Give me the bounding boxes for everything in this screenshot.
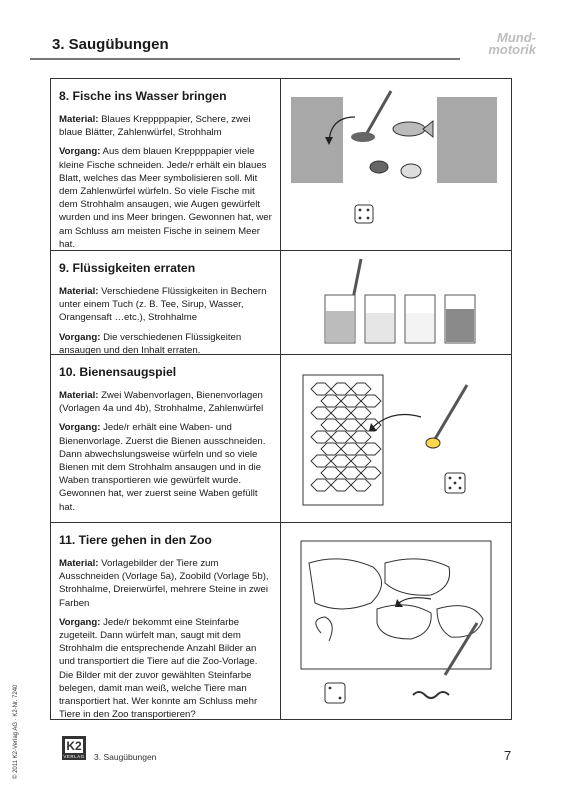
procedure-paragraph	[59, 421, 272, 513]
procedure-paragraph	[59, 331, 272, 357]
material-paragraph	[59, 285, 272, 325]
page-number: 7	[504, 748, 512, 763]
page-title: 3. Saugübungen	[52, 36, 169, 53]
material-text: Zwei Wabenvorlagen, Bienenvorlagen (Vorlagen 4a und 4b), Strohhalme, Zahlenwürfel	[59, 390, 264, 415]
procedure-label: Vorgang:	[59, 331, 101, 343]
brand-label	[466, 32, 536, 56]
material-text: Vorlagebilder der Tiere zum Ausschneiden (Vorlage 5a), Zoobild (Vorlage 5b), Strohhalme, Dreierwürfel, mehrere Steine in zwei Farben	[59, 558, 269, 609]
blue-sheet-right	[437, 97, 497, 183]
material-text: Blaues Kreppppapier, Schere, zwei blaue Blätter, Zahlenwürfel, Strohhalm	[59, 114, 251, 139]
publisher-logo	[62, 736, 86, 760]
page-header	[30, 32, 536, 62]
glass-3	[405, 295, 435, 343]
blue-sheet-left	[291, 97, 343, 183]
material-paragraph	[59, 389, 272, 415]
material-label: Material:	[59, 286, 99, 297]
exercise-text-cell	[51, 523, 281, 719]
zoo-illustration	[281, 523, 511, 719]
procedure-label: Vorgang:	[59, 616, 101, 628]
material-label: Material:	[59, 558, 99, 569]
exercise-text-cell	[51, 251, 281, 354]
material-paragraph	[59, 557, 272, 610]
glass-4	[445, 295, 475, 343]
exercise-row	[51, 79, 511, 251]
exercise-title: 9. Flüssigkeiten erraten	[59, 261, 196, 275]
honeycomb-illustration	[281, 355, 511, 522]
procedure-label: Vorgang:	[59, 146, 101, 158]
procedure-paragraph	[59, 145, 272, 251]
copyright-text: © 2011 K2-Verlag AG · K2-Nr. 7240	[13, 684, 19, 779]
exercise-title: 10. Bienensaugspiel	[59, 365, 177, 379]
procedure-text: Jede/r bekommt eine Steinfarbe zugeteilt. Dann würfelt man, saugt mit dem Strohhalm die entsprechende Anzahl Bilder an und transportiert die Tiere auf die Zoo-Vorlage. Die Bilder mit der zuvor gewählten Steinfarbe belegen, damit man weiß, welche Tiere man transportiert hat. Wer konnte am Schluss mehr Tiere in den Zoo transportieren?	[59, 616, 258, 721]
glass-2	[365, 295, 395, 343]
material-text: Verschiedene Flüssigkeiten in Bechern unter einem Tuch (z. B. Tee, Sirup, Wasser, Orangensaft …etc.), Strohhalme	[59, 286, 267, 324]
small-fish	[351, 132, 375, 142]
exercise-table	[50, 78, 512, 720]
exercise-text-cell	[51, 355, 281, 522]
exercise-text-cell	[51, 79, 281, 250]
material-label: Material:	[59, 114, 99, 125]
glasses-illustration	[281, 251, 511, 354]
small-fish-3	[401, 164, 421, 178]
small-fish-2	[370, 161, 388, 173]
dice-icon	[355, 205, 373, 223]
snake-icon	[413, 692, 449, 698]
fish-illustration	[281, 79, 511, 250]
glass-1	[325, 295, 355, 343]
straw	[435, 385, 467, 439]
large-fish	[393, 122, 425, 136]
dice-icon	[325, 683, 345, 703]
bee-icon	[426, 438, 440, 448]
procedure-paragraph	[59, 616, 272, 722]
procedure-label: Vorgang:	[59, 422, 101, 434]
material-paragraph	[59, 113, 272, 139]
exercise-row	[51, 251, 511, 355]
copyright-note	[6, 684, 20, 782]
material-label: Material:	[59, 390, 99, 401]
exercise-title: 8. Fische ins Wasser bringen	[59, 89, 227, 103]
exercise-row	[51, 523, 511, 719]
procedure-text: Die verschiedenen Flüssigkeiten ansaugen und den Inhalt erraten.	[59, 331, 242, 356]
straw	[367, 91, 391, 133]
header-rule	[30, 58, 460, 60]
procedure-text: Aus dem blauen Kreppppapier viele kleine Fische schneiden. Jede/r erhält ein blaues Blatt, welches das Meer symbolisieren soll. Mit dem Zahlenwürfel würfeln. So viele Fische mit dem Strohhalm ansaugen, wie Augen gewürfelt wurden und ins Meer bringen. Gewonnen hat, wer am Schluss am meisten Fische in seinem Meer hat.	[59, 146, 272, 250]
footer-section-label: 3. Saugübungen	[94, 752, 157, 762]
exercise-row	[51, 355, 511, 523]
brand-line-2: motorik	[488, 42, 536, 57]
procedure-text: Jede/r erhält eine Waben- und Bienenvorlage. Zuerst die Bienen ausschneiden. Dann abwechslungsweise würfeln und so viele Bienen mit dem Strohhalm ansaugen und in die Waben transportieren wie gewürfelt wurde. Gewonnen hat, wer zuerst seine Waben gefüllt hat.	[59, 422, 266, 513]
logo-subtext: VERLAG	[63, 754, 85, 759]
brand-line-1: Mund-	[497, 30, 536, 45]
logo-text: K2	[66, 739, 82, 753]
exercise-title: 11. Tiere gehen in den Zoo	[59, 533, 212, 547]
